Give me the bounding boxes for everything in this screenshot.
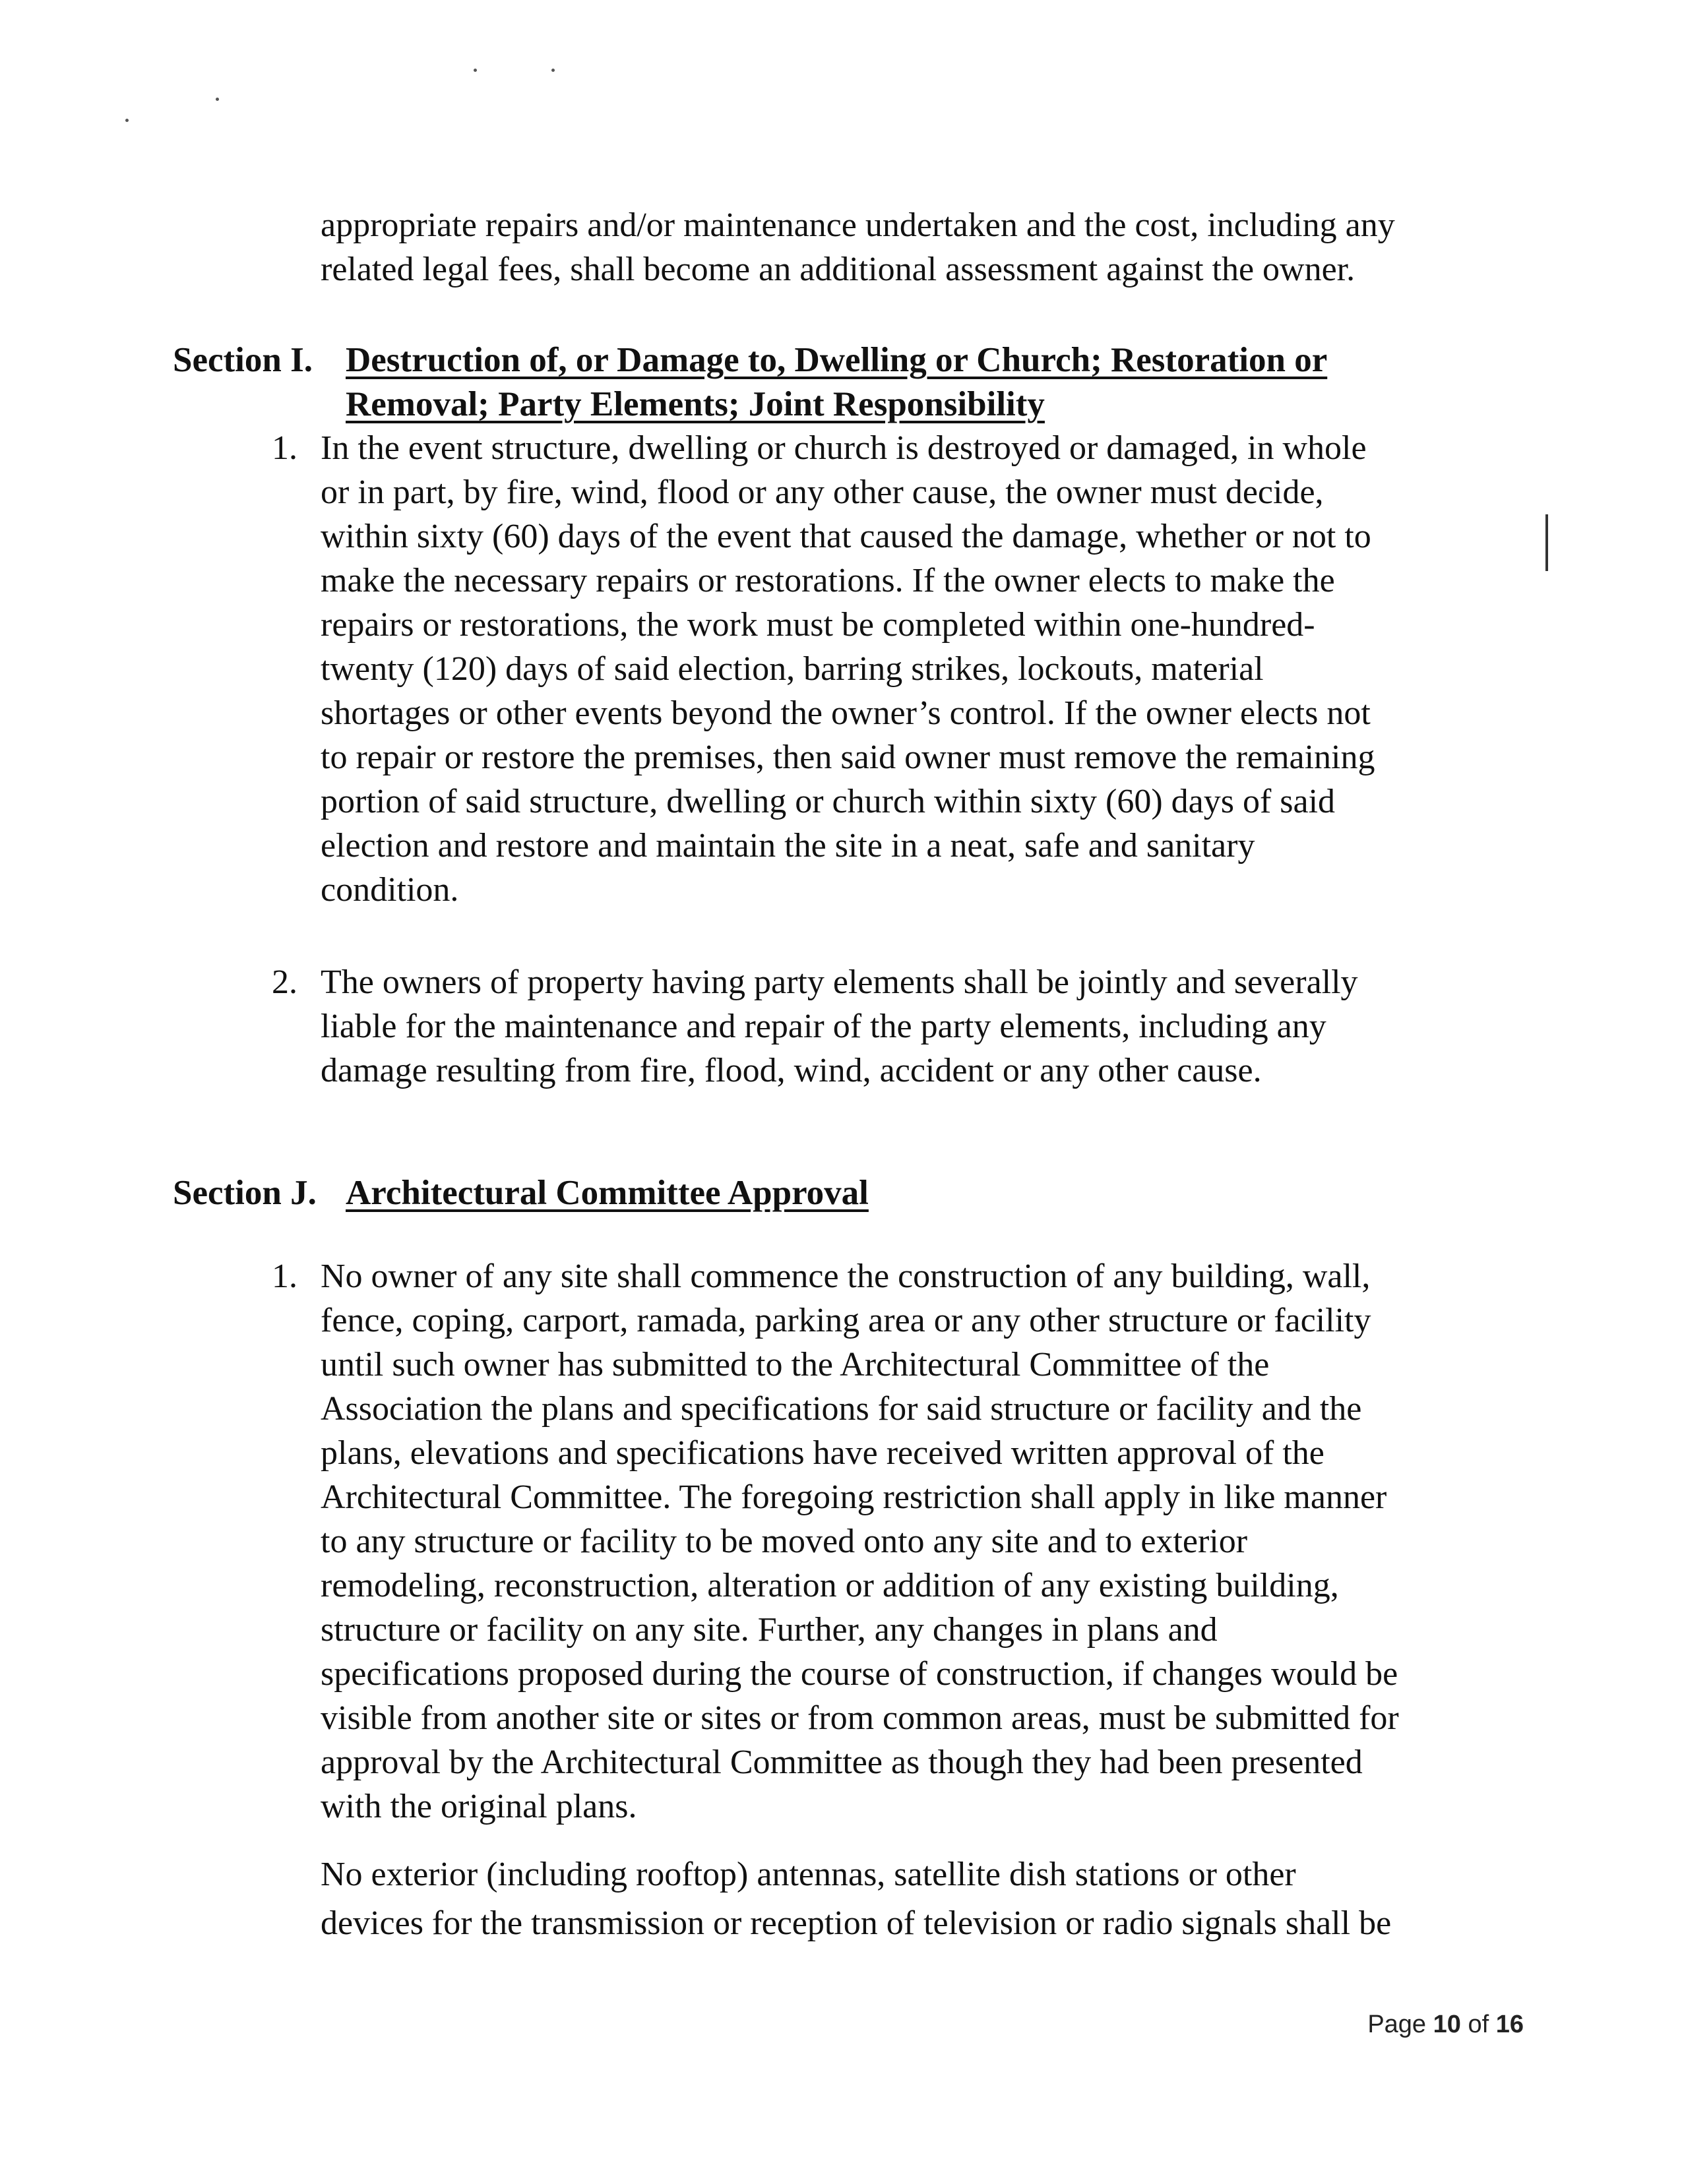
section-i-item-1 [272,426,1574,912]
section-i-title: Destruction of, or Damage to, Dwelling or Church; Restoration or Removal; Party Elements; Joint Responsibility [346,341,1328,423]
page-label: Page [1367,2011,1433,2038]
item-number: 1. [272,429,297,467]
section-j-item-1 [272,1254,1574,1829]
current-page-number: 10 [1433,2011,1461,2038]
page-number-footer [1367,2011,1524,2039]
item-text: The owners of property having party elements shall be jointly and severally liable for the maintenance and repair of the party elements, including any damage resulting from fire, flood, wind, accident or any other cause. [321,963,1358,1089]
paragraph-text: No exterior (including rooftop) antennas, satellite dish stations or other devices for the transmission or reception of television or radio signals shall be [321,1856,1392,1942]
section-i-item-2 [272,960,1574,1093]
item-text: No owner of any site shall commence the construction of any building, wall, fence, coping, carport, ramada, parking area or any other structure or facility until such owner has submitted to the Architectural Committee of the Association the plans and specifications for said structure or facility and the plans, elevations and specifications have received written approval of the Architectural Committee. The foregoing restriction shall apply in like manner to any structure or facility to be moved onto any site and to exterior remodeling, reconstruction, alteration or addition of any existing building, structure or facility on any site. Further, any changes in plans and specifications proposed during the course of construction, if changes would be visible from another site or sites or from common areas, must be submitted for approval by the Architectural Committee as though they had been presented with the original plans. [321,1258,1399,1825]
section-j-label: Section J. [173,1174,317,1212]
revision-margin-bar [1545,514,1548,571]
scan-speck [551,69,555,72]
section-j-heading [173,1171,1558,1215]
item-number: 1. [272,1258,297,1295]
scan-speck [474,69,477,72]
item-number: 2. [272,963,297,1001]
section-i-label: Section I. [173,341,313,379]
continuation-paragraph: appropriate repairs and/or maintenance undertaken and the cost, including any related legal fees, shall become an additional assessment against the owner. [321,206,1395,288]
section-j-title: Architectural Committee Approval [346,1174,869,1212]
item-text: In the event structure, dwelling or church is destroyed or damaged, in whole or in part, by fire, wind, flood or any other cause, the owner must decide, within sixty (60) days of the event that caused the damage, whether or not to make the necessary repairs or restorations. If the owner elects to make the repairs or restorations, the work must be completed within one-hundred- twenty (120) days of said election, barring strikes, lockouts, material shortages or other events beyond the owner’s control. If the owner elects not to repair or restore the premises, then said owner must remove the remaining portion of said structure, dwelling or church within sixty (60) days of said election and restore and maintain the site in a neat, safe and sanitary condition. [321,429,1375,909]
total-pages-number: 16 [1495,2011,1524,2038]
section-j-paragraph [321,1850,1574,1948]
scan-speck [216,98,219,101]
section-i-heading [173,338,1558,427]
scan-speck [125,119,129,122]
page-of-label: of [1460,2011,1496,2038]
